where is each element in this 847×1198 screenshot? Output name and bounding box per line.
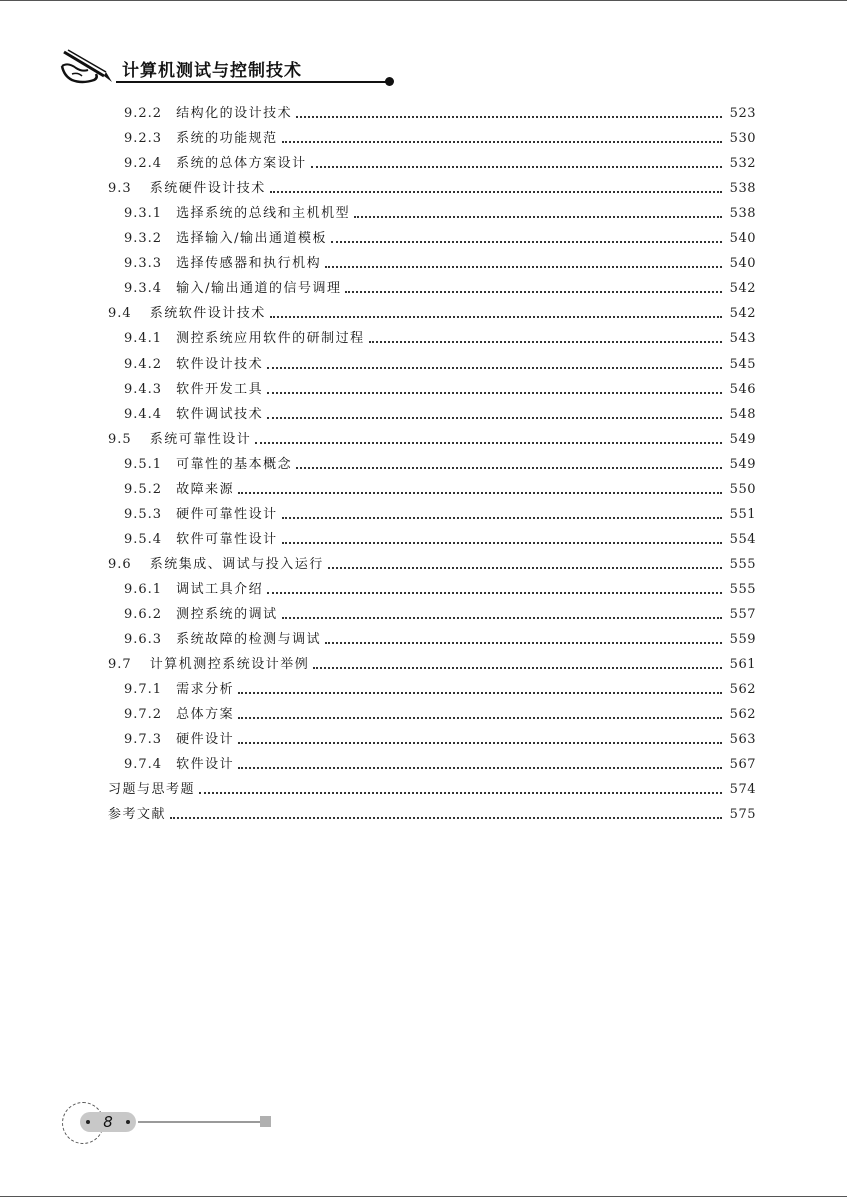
toc-page-number: 523	[729, 106, 756, 121]
header-dot	[385, 77, 394, 86]
toc-dot-leader	[270, 191, 722, 193]
toc-section-title: 系统软件设计技术	[149, 306, 266, 322]
toc-section-number: 9.5.2	[124, 481, 163, 497]
toc-dot-leader	[331, 241, 722, 243]
toc-section-number: 9.4.3	[124, 381, 163, 397]
toc-dot-leader	[267, 592, 722, 594]
book-title: 计算机测试与控制技术	[122, 61, 302, 81]
toc-dot-leader	[296, 116, 722, 118]
toc-entry[interactable]	[124, 631, 756, 649]
toc-dot-leader	[282, 141, 722, 143]
toc-page-number: 546	[729, 381, 756, 397]
toc-page-number: 532	[729, 156, 756, 172]
toc-dot-leader	[345, 291, 722, 293]
toc-section-number: 9.5.1	[124, 456, 163, 472]
toc-entry[interactable]	[124, 356, 756, 374]
toc-section-title: 硬件设计	[176, 732, 235, 748]
toc-entry[interactable]	[124, 706, 756, 724]
toc-entry[interactable]	[124, 406, 756, 424]
bottom-border-line	[0, 1196, 847, 1197]
toc-dot-leader	[311, 166, 722, 168]
toc-section-number: 9.2.2	[124, 106, 163, 121]
toc-page-number: 563	[729, 732, 756, 748]
toc-entry[interactable]	[108, 556, 756, 574]
toc-entry[interactable]	[124, 731, 756, 749]
toc-entry[interactable]	[124, 506, 756, 524]
toc-page-number: 543	[729, 331, 756, 347]
toc-section-number: 9.3.2	[124, 231, 163, 247]
toc-entry[interactable]	[124, 531, 756, 549]
toc-page-number: 545	[729, 356, 756, 372]
toc-section-number: 9.3.3	[124, 256, 163, 272]
toc-section-title: 软件可靠性设计	[176, 531, 278, 547]
toc-section-number: 9.7.2	[124, 707, 163, 723]
toc-page-number: 555	[729, 556, 756, 572]
toc-page-number: 567	[729, 757, 756, 773]
toc-entry[interactable]	[108, 806, 756, 824]
toc-section-title: 软件设计技术	[176, 356, 264, 372]
toc-section-title: 选择传感器和执行机构	[176, 256, 322, 272]
toc-dot-leader	[313, 667, 722, 669]
toc-section-title: 需求分析	[176, 682, 235, 698]
toc-dot-leader	[325, 642, 722, 644]
toc-section-number: 9.7.4	[124, 757, 163, 773]
toc-dot-leader	[267, 392, 722, 394]
running-header	[58, 46, 398, 90]
toc-section-title: 计算机测控系统设计举例	[149, 657, 310, 673]
toc-section-number: 9.7.3	[124, 732, 163, 748]
toc-section-title: 系统可靠性设计	[149, 431, 252, 447]
toc-section-title: 系统的功能规范	[176, 131, 278, 147]
toc-dot-leader	[238, 717, 722, 719]
toc-entry[interactable]	[124, 230, 756, 248]
toc-section-title: 结构化的设计技术	[176, 106, 293, 121]
page-number-badge	[80, 1112, 136, 1132]
toc-page-number: 554	[729, 531, 756, 547]
toc-section-title: 软件设计	[176, 757, 235, 773]
toc-entry[interactable]	[108, 656, 756, 674]
toc-section-title: 硬件可靠性设计	[176, 506, 278, 522]
toc-dot-leader	[328, 567, 722, 569]
toc-dot-leader	[282, 517, 722, 519]
toc-page-number: 561	[729, 657, 756, 673]
toc-entry[interactable]	[124, 255, 756, 273]
toc-page-number: 555	[729, 581, 756, 597]
toc-entry[interactable]	[124, 581, 756, 599]
toc-page-number: 549	[729, 456, 756, 472]
toc-section-number: 9.5.3	[124, 506, 163, 522]
toc-section-title: 选择系统的总线和主机机型	[176, 206, 351, 222]
toc-entry[interactable]	[108, 431, 756, 449]
toc-page-number: 559	[729, 632, 756, 648]
toc-section-number: 9.2.4	[124, 156, 163, 172]
toc-section-number: 9.4.2	[124, 356, 163, 372]
toc-section-title: 系统的总体方案设计	[176, 156, 307, 172]
toc-dot-leader	[325, 266, 722, 268]
toc-section-number: 9.6.3	[124, 632, 163, 648]
toc-entry[interactable]	[108, 305, 756, 323]
footer-rule	[138, 1121, 262, 1123]
toc-section-number: 9.6	[108, 556, 132, 572]
toc-section-number: 9.5	[108, 431, 132, 447]
toc-entry[interactable]	[124, 681, 756, 699]
badge-right-dot	[126, 1120, 130, 1124]
toc-section-title: 系统故障的检测与调试	[176, 632, 322, 648]
toc-section-title: 输入/输出通道的信号调理	[176, 281, 342, 297]
toc-page-number: 550	[729, 481, 756, 497]
toc-page-number: 530	[729, 131, 756, 147]
toc-page-number: 575	[729, 807, 756, 823]
toc-section-number: 9.4	[108, 306, 132, 322]
toc-dot-leader	[282, 542, 722, 544]
toc-section-number: 9.7	[108, 657, 132, 673]
toc-dot-leader	[270, 316, 722, 318]
toc-entry[interactable]	[124, 481, 756, 499]
toc-dot-leader	[282, 617, 722, 619]
toc-entry[interactable]	[124, 330, 756, 348]
toc-page-number: 574	[729, 782, 756, 798]
toc-entry[interactable]	[108, 180, 756, 198]
toc-entry[interactable]	[124, 155, 756, 173]
toc-section-number: 9.2.3	[124, 131, 163, 147]
toc-entry[interactable]	[124, 381, 756, 399]
page-footer	[62, 1102, 282, 1146]
toc-entry[interactable]	[124, 606, 756, 624]
toc-dot-leader	[238, 692, 722, 694]
toc-dot-leader	[199, 792, 722, 794]
toc-section-title: 参考文献	[108, 807, 167, 823]
toc-section-title: 软件调试技术	[176, 406, 264, 422]
toc-entry[interactable]	[124, 280, 756, 298]
top-border-line	[0, 0, 847, 1]
toc-dot-leader	[255, 442, 722, 444]
toc-section-number: 9.6.2	[124, 607, 163, 622]
toc-section-title: 选择输入/输出通道模板	[176, 231, 327, 247]
toc-page-number: 548	[729, 406, 756, 422]
toc-page-number: 549	[729, 431, 756, 447]
toc-page-number: 562	[729, 682, 756, 698]
toc-dot-leader	[238, 492, 722, 494]
toc-page-number: 542	[729, 281, 756, 297]
toc-section-number: 9.4.4	[124, 406, 163, 422]
toc-section-title: 测控系统应用软件的研制过程	[176, 331, 365, 347]
toc-entry[interactable]	[124, 756, 756, 774]
toc-dot-leader	[267, 417, 722, 419]
toc-entry[interactable]	[124, 105, 756, 123]
toc-dot-leader	[170, 817, 722, 819]
toc-dot-leader	[267, 367, 722, 369]
toc-page-number: 540	[729, 231, 756, 247]
toc-dot-leader	[354, 216, 722, 218]
toc-dot-leader	[296, 467, 722, 469]
toc-page-number: 538	[729, 181, 756, 197]
toc-entry[interactable]	[124, 130, 756, 148]
toc-entry[interactable]	[108, 781, 756, 799]
toc-entry[interactable]	[124, 456, 756, 474]
toc-section-title: 习题与思考题	[108, 782, 196, 798]
toc-entry[interactable]	[124, 205, 756, 223]
toc-section-number: 9.4.1	[124, 331, 163, 347]
toc-section-number: 9.5.4	[124, 531, 163, 547]
toc-page-number: 542	[729, 306, 756, 322]
toc-page-number: 562	[729, 707, 756, 723]
toc-section-number: 9.3.4	[124, 281, 163, 297]
toc-section-title: 故障来源	[176, 481, 235, 497]
toc-section-number: 9.3	[108, 181, 132, 197]
toc-section-title: 可靠性的基本概念	[176, 456, 293, 472]
toc-page-number: 557	[729, 607, 756, 622]
toc-section-title: 调试工具介绍	[176, 581, 264, 597]
toc-dot-leader	[369, 341, 722, 343]
page-number: 8	[103, 1113, 113, 1131]
header-underline	[116, 81, 388, 83]
toc-section-number: 9.3.1	[124, 206, 163, 222]
footer-square	[260, 1116, 271, 1127]
toc-section-number: 9.7.1	[124, 682, 163, 698]
toc-section-title: 系统集成、调试与投入运行	[149, 556, 324, 572]
toc-page-number: 551	[729, 506, 756, 522]
toc-dot-leader	[238, 742, 722, 744]
pen-logo-icon	[58, 46, 118, 88]
toc-page-number: 540	[729, 256, 756, 272]
toc-section-title: 测控系统的调试	[176, 607, 278, 622]
toc-page-number: 538	[729, 206, 756, 222]
toc-section-number: 9.6.1	[124, 581, 163, 597]
toc-section-title: 系统硬件设计技术	[149, 181, 266, 197]
toc-section-title: 总体方案	[176, 707, 235, 723]
toc-section-title: 软件开发工具	[176, 381, 264, 397]
toc-dot-leader	[238, 767, 722, 769]
